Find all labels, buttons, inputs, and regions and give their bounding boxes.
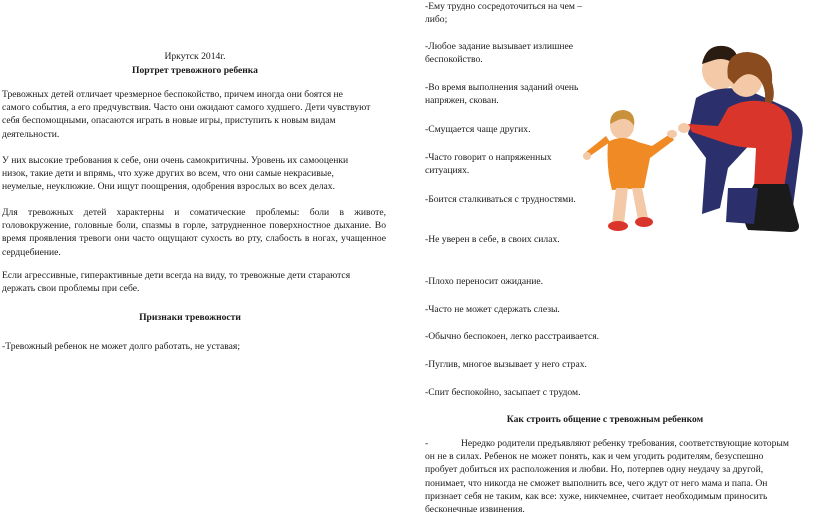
sign-item: -Плохо переносит ожидание.	[425, 276, 544, 287]
paragraph-3: Для тревожных детей характерны и соматические проблемы: боли в животе, головокружение, головные боли, спазмы в горле, затрудненное поверхностное дыхание. Во время проявления тревоги они часто ощущают сухость во рту, слабость в ногах, учащенное сердцебиение.	[2, 207, 386, 258]
paragraph-4: Если агрессивные, гиперактивные дети всегда на виду, то тревожные дети стараются держать свои проблемы при себе.	[2, 270, 351, 295]
sign-item: -Спит беспокойно, засыпает с трудом.	[425, 387, 581, 398]
sign-item: -Часто не может сдержать слезы.	[425, 304, 560, 315]
page-title: Портрет тревожного ребенка	[132, 65, 258, 76]
sign-item: -Пуглив, многое вызывает у него страх.	[425, 359, 587, 370]
sign-item: -Не уверен в себе, в своих силах.	[425, 234, 560, 245]
city-year: Иркутск 2014г.	[164, 51, 226, 62]
paragraph-1: Тревожных детей отличает чрезмерное беспокойство, причем иногда они боятся не самого события, а его предчувствия. Часто они ожидают самого худшего. Дети чувствуют себя беспомощными, опасаются играть в новые игры, приступить к новым видам деятельности.	[2, 89, 371, 140]
sign-item: -Ему трудно сосредоточиться на чем – либо;	[425, 1, 583, 26]
sign-item: -Боится сталкиваться с трудностями.	[425, 194, 576, 205]
sign-item: -Во время выполнения заданий очень напряжен, скован.	[425, 82, 579, 107]
communication-heading: Как строить общение с тревожным ребенком	[506, 414, 704, 425]
paragraph-2: У них высокие требования к себе, они очень самокритичны. Уровень их самооценки низок, такие дети и впрямь, что хуже других во всем, что они самые некрасивые, неумелые, неуклюжие. Они ищут поощрения, одобрения взрослых во всех делах.	[2, 155, 349, 193]
first-sign: -Тревожный ребенок не может долго работать, не уставая;	[2, 341, 241, 352]
sign-item: -Смущается чаще других.	[425, 124, 531, 135]
signs-heading: Признаки тревожности	[139, 312, 241, 323]
sign-item: -Часто говорит о напряженных ситуациях.	[425, 152, 552, 177]
parents-child-illustration	[578, 38, 810, 236]
sign-item: -Обычно беспокоен, легко расстраивается.	[425, 331, 600, 342]
parents-child-icon	[578, 38, 810, 236]
communication-dash: -	[425, 438, 429, 449]
communication-text: Нередко родители предъявляют ребенку требования, соответствующие которым он не в силах. Ребенок не может понять, как и чем угодить родителям, безуспешно пробует добиться их расположения и любви. Но, потерпев одну неудачу за другой, понимает, что никогда не сможет выполнить все, чего ждут от него мама и папа. Он признает себя не таким, как все: хуже, никчемнее, считает необходимым приносить бесконечные извинения.	[425, 438, 789, 516]
sign-item: -Любое задание вызывает излишнее беспокойство.	[425, 41, 574, 66]
